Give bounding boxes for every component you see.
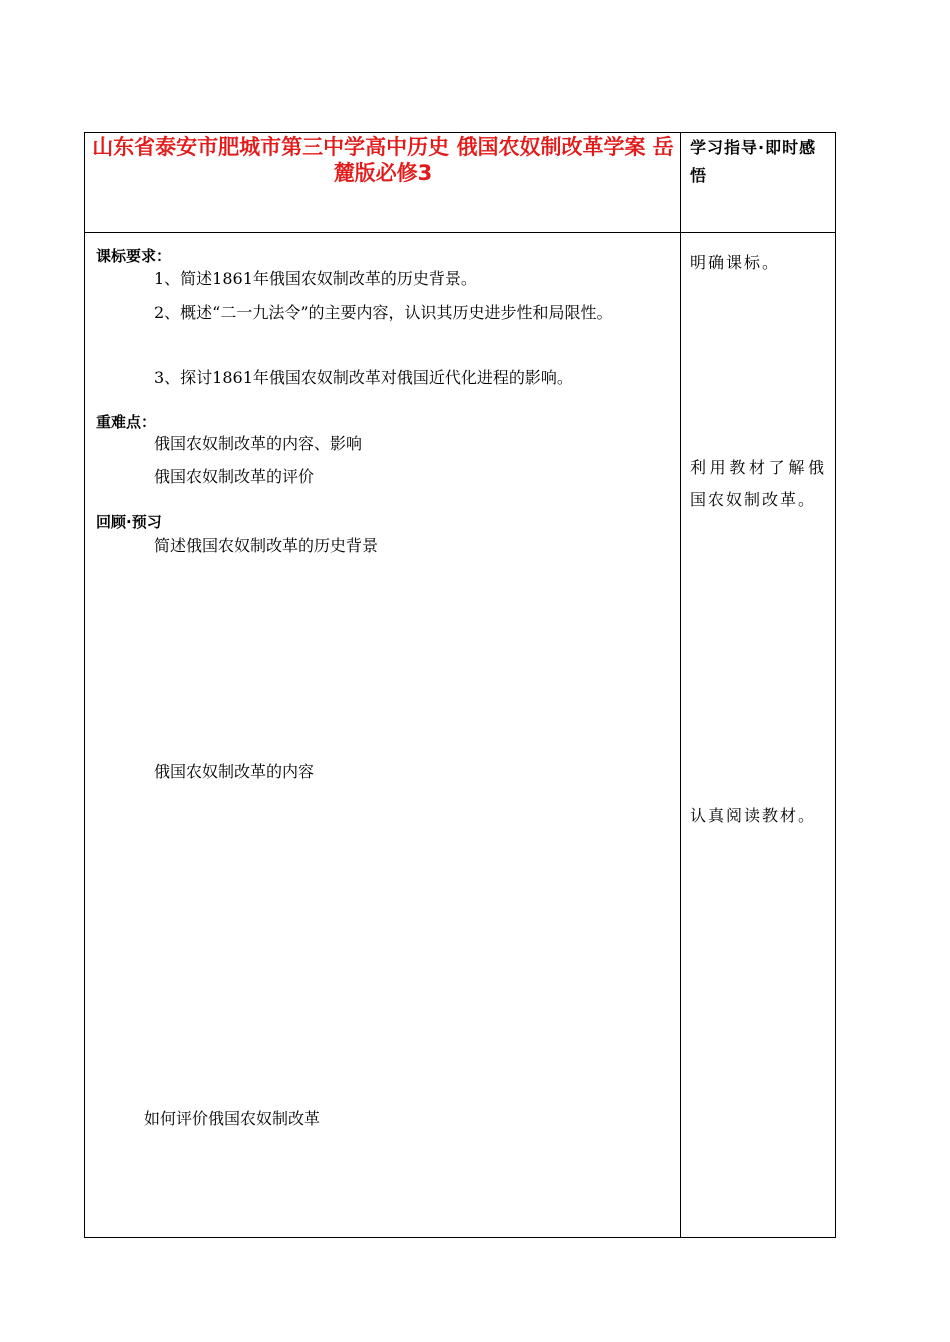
review-question-2: 俄国农奴制改革的内容 bbox=[154, 762, 315, 781]
table-border-top bbox=[84, 132, 836, 133]
key-points-heading: 重难点： bbox=[96, 413, 157, 431]
standards-heading: 课标要求： bbox=[96, 247, 172, 265]
table-border-bottom bbox=[84, 1237, 836, 1238]
table-border-left bbox=[84, 132, 85, 1238]
review-question-1: 简述俄国农奴制改革的历史背景 bbox=[154, 536, 379, 555]
standards-item-3: 3、探讨1861年俄国农奴制改革对俄国近代化进程的影响。 bbox=[154, 368, 573, 387]
key-points-item-2: 俄国农奴制改革的评价 bbox=[154, 467, 315, 486]
review-question-3: 如何评价俄国农奴制改革 bbox=[144, 1109, 321, 1128]
guidance-note-3: 认真阅读教材。 bbox=[690, 806, 817, 825]
column-divider bbox=[680, 132, 681, 1238]
standards-item-1: 1、简述1861年俄国农奴制改革的历史背景。 bbox=[154, 269, 477, 288]
document-title: 山东省泰安市肥城市第三中学高中历史 俄国农奴制改革学案 岳麓版必修3 bbox=[92, 135, 674, 185]
guidance-note-1: 明确课标。 bbox=[690, 253, 781, 272]
guidance-column-title: 学习指导·即时感悟 bbox=[690, 138, 817, 185]
key-points-item-1: 俄国农奴制改革的内容、影响 bbox=[154, 434, 363, 453]
standards-item-2: 2、概述“二一九法令”的主要内容，认识其历史进步性和局限性。 bbox=[154, 303, 613, 322]
header-divider bbox=[84, 232, 836, 233]
table-border-right bbox=[835, 132, 836, 1238]
guidance-note-2: 利用教材了解俄国农奴制改革。 bbox=[690, 458, 826, 509]
review-heading: 回顾·预习 bbox=[96, 513, 162, 531]
